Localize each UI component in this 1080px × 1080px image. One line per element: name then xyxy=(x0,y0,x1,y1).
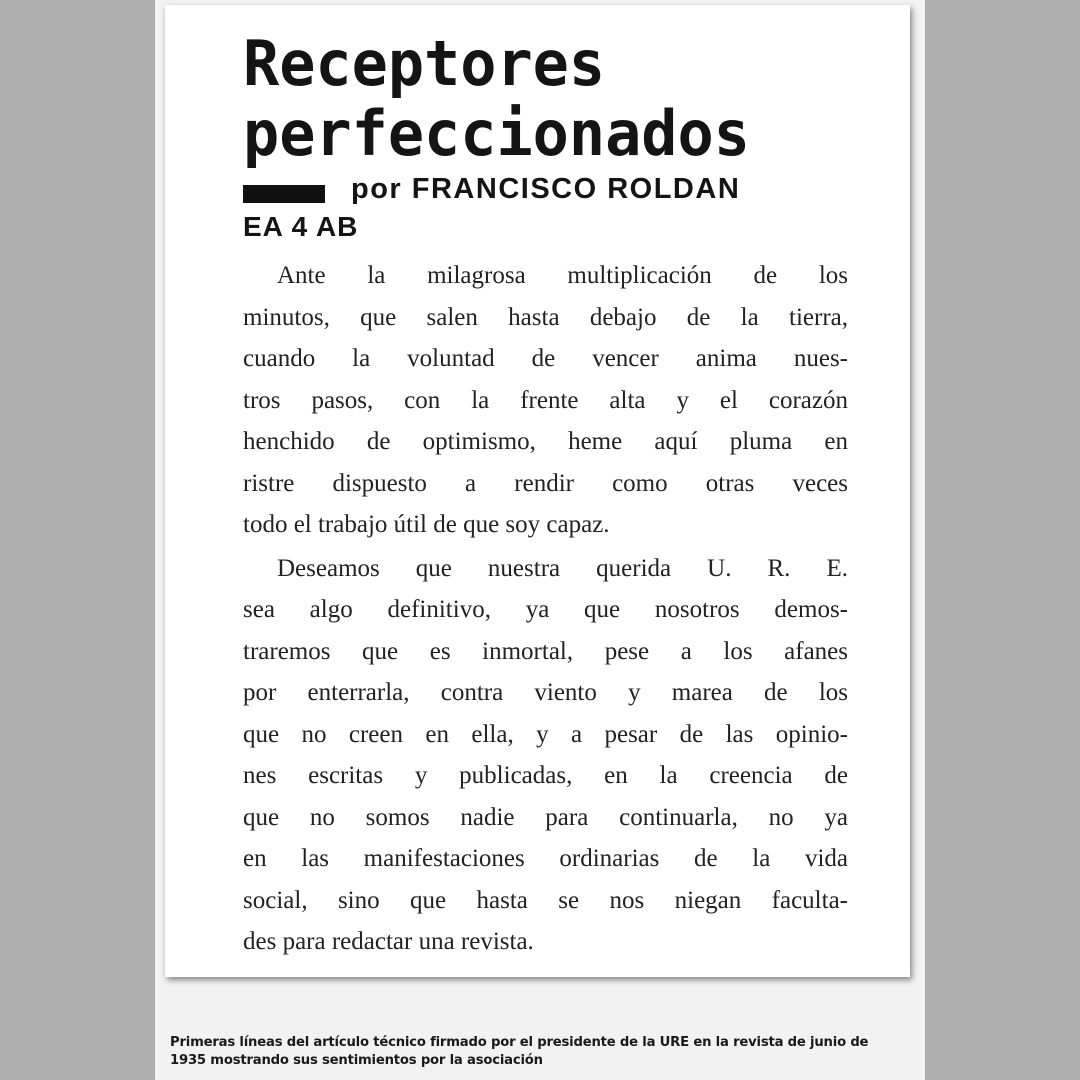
caption-line-1: Primeras líneas del artículo técnico firmado por el presidente de la URE en la revista de junio de xyxy=(170,1035,869,1050)
byline-black-bar xyxy=(243,185,325,203)
text-line: henchido de optimismo, heme aquí pluma en xyxy=(243,428,848,455)
text-line: tros pasos, con la frente alta y el corazón xyxy=(243,386,848,414)
author-callsign: EA 4 AB xyxy=(243,211,359,242)
text-line: sea algo definitivo, ya que nosotros demos- xyxy=(243,596,848,623)
text-line: minutos, que salen hasta debajo de la tierra, xyxy=(243,303,848,331)
text-line: des para redactar una revista. xyxy=(243,928,534,955)
text-line: en las manifestaciones ordinarias de la vida xyxy=(243,845,848,872)
paragraph-2 xyxy=(243,548,848,963)
text-line: Ante la milagrosa multiplicación de los xyxy=(277,262,848,289)
text-line: por enterrarla, contra viento y marea de los xyxy=(243,679,848,706)
article-title-line-2: perfeccionados xyxy=(243,97,750,170)
article-clipping xyxy=(165,5,910,977)
byline-author: por FRANCISCO ROLDAN xyxy=(351,173,741,205)
article-body xyxy=(243,255,848,963)
text-line: nes escritas y publicadas, en la creencia de xyxy=(243,762,848,789)
byline xyxy=(243,173,863,213)
article-title-line-1: Receptores xyxy=(243,27,606,100)
caption-line-2: 1935 mostrando sus sentimientos por la asociación xyxy=(170,1053,543,1068)
paragraph-1 xyxy=(243,255,848,546)
figure-caption xyxy=(170,1034,890,1070)
text-line: que no creen en ella, y a pesar de las opinio- xyxy=(243,720,848,748)
text-line: todo el trabajo útil de que soy capaz. xyxy=(243,511,610,538)
text-line: traremos que es inmortal, pese a los afanes xyxy=(243,637,848,665)
text-line: ristre dispuesto a rendir como otras veces xyxy=(243,469,848,497)
text-line: que no somos nadie para continuarla, no ya xyxy=(243,803,848,831)
text-line: Deseamos que nuestra querida U. R. E. xyxy=(277,554,848,582)
text-line: social, sino que hasta se nos niegan faculta- xyxy=(243,886,848,914)
text-line: cuando la voluntad de vencer anima nues- xyxy=(243,345,848,372)
